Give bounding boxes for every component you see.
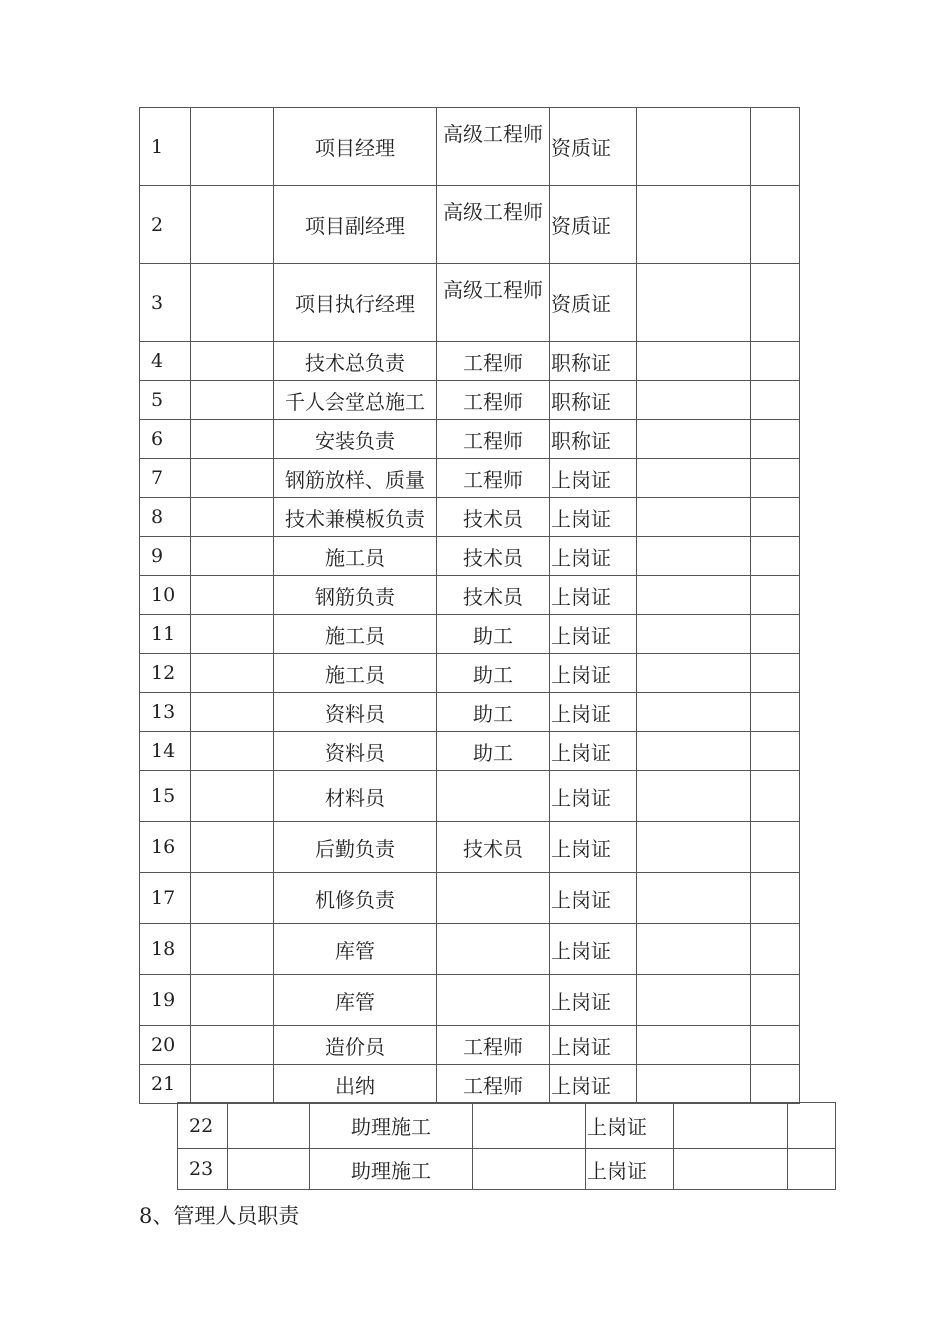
certificate-cell: 上岗证: [550, 924, 637, 975]
certificate-cell: 职称证: [550, 420, 637, 459]
table-row: [140, 822, 800, 873]
row-number: 6: [140, 420, 191, 459]
blank-cell: [637, 771, 751, 822]
name-cell: [191, 732, 274, 771]
blank-cell: [637, 1065, 751, 1104]
row-number: 10: [140, 576, 191, 615]
position-cell: 施工员: [274, 654, 437, 693]
certificate-cell: 上岗证: [586, 1103, 674, 1149]
title-cell: 助工: [437, 615, 550, 654]
title-cell: [437, 975, 550, 1026]
certificate-cell: 上岗证: [550, 615, 637, 654]
remark-cell: [751, 186, 800, 264]
certificate-cell: 上岗证: [550, 1026, 637, 1065]
position-cell: 项目执行经理: [274, 264, 437, 342]
remark-cell: [751, 576, 800, 615]
remark-cell: [751, 693, 800, 732]
blank-cell: [637, 108, 751, 186]
position-cell: 库管: [274, 975, 437, 1026]
name-cell: [191, 420, 274, 459]
row-number: 14: [140, 732, 191, 771]
staff-table-body: [140, 108, 800, 1104]
certificate-cell: 上岗证: [586, 1149, 674, 1190]
blank-cell: [637, 264, 751, 342]
blank-cell: [637, 420, 751, 459]
row-number: 5: [140, 381, 191, 420]
row-number: 15: [140, 771, 191, 822]
blank-cell: [637, 576, 751, 615]
row-number: 18: [140, 924, 191, 975]
remark-cell: [751, 924, 800, 975]
remark-cell: [751, 615, 800, 654]
table-row: [140, 459, 800, 498]
certificate-cell: 上岗证: [550, 498, 637, 537]
blank-cell: [674, 1103, 788, 1149]
row-number: 3: [140, 264, 191, 342]
title-cell: 高级工程师: [437, 186, 550, 264]
row-number: 16: [140, 822, 191, 873]
row-number: 21: [140, 1065, 191, 1104]
table-row: [178, 1103, 836, 1149]
remark-cell: [751, 342, 800, 381]
certificate-cell: 上岗证: [550, 654, 637, 693]
row-number: 19: [140, 975, 191, 1026]
row-number: 22: [178, 1103, 228, 1149]
position-cell: 技术兼模板负责: [274, 498, 437, 537]
title-cell: 工程师: [437, 342, 550, 381]
name-cell: [191, 771, 274, 822]
blank-cell: [637, 822, 751, 873]
title-cell: [437, 873, 550, 924]
title-cell: 技术员: [437, 537, 550, 576]
table-row: [178, 1149, 836, 1190]
title-cell: [437, 924, 550, 975]
table-row: [140, 1065, 800, 1104]
title-cell: 技术员: [437, 576, 550, 615]
certificate-cell: 上岗证: [550, 693, 637, 732]
position-cell: 机修负责: [274, 873, 437, 924]
remark-cell: [751, 108, 800, 186]
staff-table: [139, 107, 800, 1104]
remark-cell: [751, 732, 800, 771]
blank-cell: [637, 498, 751, 537]
certificate-cell: 上岗证: [550, 975, 637, 1026]
position-cell: 出纳: [274, 1065, 437, 1104]
row-number: 7: [140, 459, 191, 498]
name-cell: [191, 537, 274, 576]
blank-cell: [674, 1149, 788, 1190]
position-cell: 材料员: [274, 771, 437, 822]
position-cell: 钢筋负责: [274, 576, 437, 615]
table-row: [140, 615, 800, 654]
position-cell: 库管: [274, 924, 437, 975]
table-row: [140, 381, 800, 420]
remark-cell: [788, 1103, 836, 1149]
blank-cell: [637, 873, 751, 924]
position-cell: 资料员: [274, 732, 437, 771]
certificate-cell: 上岗证: [550, 576, 637, 615]
name-cell: [191, 264, 274, 342]
certificate-cell: 上岗证: [550, 537, 637, 576]
position-cell: 助理施工: [310, 1149, 473, 1190]
section-heading: 8、管理人员职责: [139, 1204, 300, 1228]
remark-cell: [751, 771, 800, 822]
title-cell: 工程师: [437, 1065, 550, 1104]
position-cell: 项目经理: [274, 108, 437, 186]
name-cell: [228, 1149, 310, 1190]
position-cell: 资料员: [274, 693, 437, 732]
title-cell: 技术员: [437, 498, 550, 537]
remark-cell: [751, 264, 800, 342]
name-cell: [191, 924, 274, 975]
position-cell: 安装负责: [274, 420, 437, 459]
certificate-cell: 上岗证: [550, 771, 637, 822]
title-cell: 工程师: [437, 459, 550, 498]
name-cell: [191, 1065, 274, 1104]
table-row: [140, 924, 800, 975]
row-number: 2: [140, 186, 191, 264]
table-row: [140, 186, 800, 264]
remark-cell: [751, 654, 800, 693]
name-cell: [191, 342, 274, 381]
name-cell: [191, 108, 274, 186]
title-cell: 高级工程师: [437, 264, 550, 342]
row-number: 17: [140, 873, 191, 924]
title-cell: 工程师: [437, 420, 550, 459]
certificate-cell: 上岗证: [550, 1065, 637, 1104]
remark-cell: [751, 420, 800, 459]
position-cell: 钢筋放样、质量: [274, 459, 437, 498]
title-cell: [437, 771, 550, 822]
blank-cell: [637, 381, 751, 420]
remark-cell: [751, 381, 800, 420]
blank-cell: [637, 186, 751, 264]
name-cell: [191, 498, 274, 537]
position-cell: 助理施工: [310, 1103, 473, 1149]
name-cell: [191, 615, 274, 654]
title-cell: [473, 1103, 586, 1149]
remark-cell: [788, 1149, 836, 1190]
name-cell: [191, 186, 274, 264]
title-cell: 助工: [437, 654, 550, 693]
name-cell: [191, 381, 274, 420]
row-number: 1: [140, 108, 191, 186]
position-cell: 造价员: [274, 1026, 437, 1065]
remark-cell: [751, 459, 800, 498]
blank-cell: [637, 732, 751, 771]
position-cell: 施工员: [274, 615, 437, 654]
table-row: [140, 576, 800, 615]
blank-cell: [637, 342, 751, 381]
table-row: [140, 342, 800, 381]
title-cell: 工程师: [437, 381, 550, 420]
title-cell: 工程师: [437, 1026, 550, 1065]
remark-cell: [751, 1065, 800, 1104]
name-cell: [191, 873, 274, 924]
remark-cell: [751, 537, 800, 576]
table-row: [140, 1026, 800, 1065]
name-cell: [191, 693, 274, 732]
table-row: [140, 420, 800, 459]
title-cell: 助工: [437, 693, 550, 732]
table-row: [140, 654, 800, 693]
table-row: [140, 732, 800, 771]
row-number: 13: [140, 693, 191, 732]
blank-cell: [637, 537, 751, 576]
remark-cell: [751, 498, 800, 537]
position-cell: 施工员: [274, 537, 437, 576]
position-cell: 技术总负责: [274, 342, 437, 381]
table-row: [140, 264, 800, 342]
certificate-cell: 上岗证: [550, 732, 637, 771]
table-row: [140, 975, 800, 1026]
name-cell: [191, 822, 274, 873]
name-cell: [191, 576, 274, 615]
staff-table-continued: [177, 1102, 836, 1190]
row-number: 20: [140, 1026, 191, 1065]
blank-cell: [637, 693, 751, 732]
row-number: 9: [140, 537, 191, 576]
certificate-cell: 上岗证: [550, 873, 637, 924]
remark-cell: [751, 822, 800, 873]
position-cell: 千人会堂总施工: [274, 381, 437, 420]
remark-cell: [751, 975, 800, 1026]
name-cell: [191, 975, 274, 1026]
certificate-cell: 资质证: [550, 186, 637, 264]
certificate-cell: 职称证: [550, 342, 637, 381]
table-row: [140, 693, 800, 732]
blank-cell: [637, 975, 751, 1026]
row-number: 8: [140, 498, 191, 537]
staff-table-continued-body: [178, 1103, 836, 1190]
certificate-cell: 资质证: [550, 264, 637, 342]
name-cell: [191, 1026, 274, 1065]
blank-cell: [637, 615, 751, 654]
table-row: [140, 108, 800, 186]
title-cell: [473, 1149, 586, 1190]
name-cell: [191, 459, 274, 498]
table-row: [140, 537, 800, 576]
name-cell: [228, 1103, 310, 1149]
certificate-cell: 上岗证: [550, 459, 637, 498]
row-number: 11: [140, 615, 191, 654]
blank-cell: [637, 654, 751, 693]
name-cell: [191, 654, 274, 693]
blank-cell: [637, 459, 751, 498]
certificate-cell: 职称证: [550, 381, 637, 420]
title-cell: 高级工程师: [437, 108, 550, 186]
position-cell: 项目副经理: [274, 186, 437, 264]
title-cell: 助工: [437, 732, 550, 771]
certificate-cell: 资质证: [550, 108, 637, 186]
blank-cell: [637, 1026, 751, 1065]
remark-cell: [751, 1026, 800, 1065]
title-cell: 技术员: [437, 822, 550, 873]
blank-cell: [637, 924, 751, 975]
row-number: 4: [140, 342, 191, 381]
position-cell: 后勤负责: [274, 822, 437, 873]
table-row: [140, 771, 800, 822]
row-number: 23: [178, 1149, 228, 1190]
table-row: [140, 873, 800, 924]
table-row: [140, 498, 800, 537]
remark-cell: [751, 873, 800, 924]
certificate-cell: 上岗证: [550, 822, 637, 873]
row-number: 12: [140, 654, 191, 693]
